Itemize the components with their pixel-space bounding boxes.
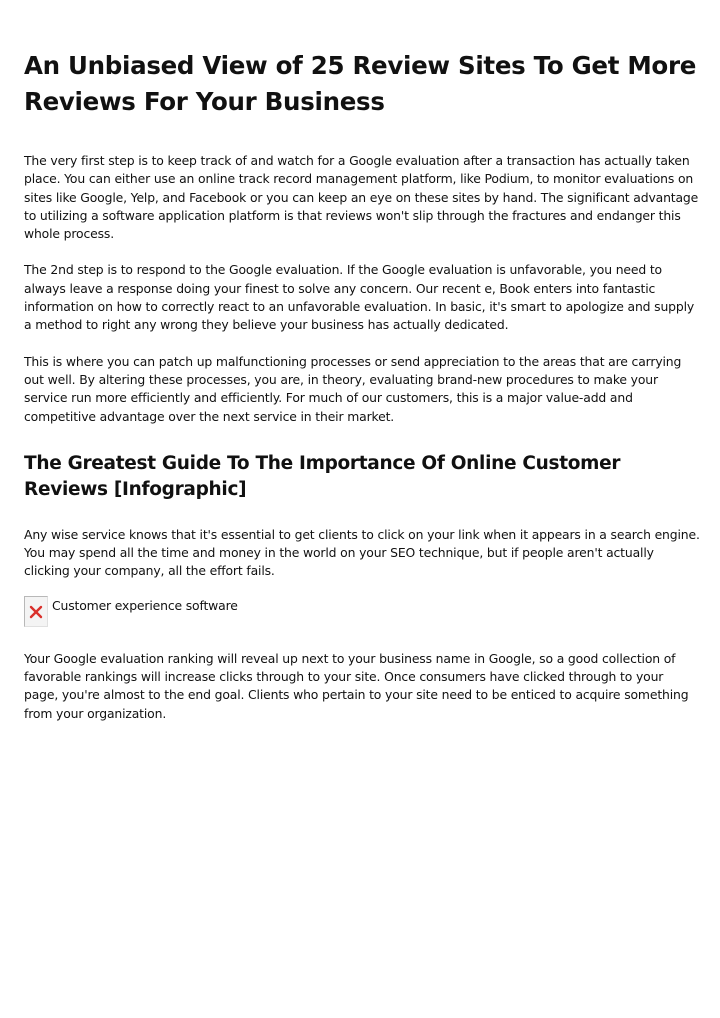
paragraph-3: This is where you can patch up malfunctioning processes or send appreciation to the areas that are carrying out well. By altering these processes, you are, in theory, evaluating brand-new procedures to make your service run more efficiently and efficiently. For much of our customers, this is a major value-add and competitive advantage over the next service in their market. [24, 353, 682, 424]
paragraph-2: The 2nd step is to respond to the Google evaluation. If the Google evaluation is unfavorable, you need to always leave a response doing your finest to solve any concern. Our recent e, Book enters into fantastic information on how to correctly react to an unfavorable evaluation. In basic, it's smart to apologize and supply a method to right any wrong they believe your business has actually dedicated. [24, 262, 695, 333]
image-alt-text: Customer experience software [52, 597, 238, 613]
paragraph-5: Your Google evaluation ranking will reveal up next to your business name in Google, so a good collection of favorable rankings will increase clicks through to your site. Once consumers have clicked through to your page, you're almost to the end goal. Clients who pertain to your site need to be enticed to acquire something from your organization. [24, 650, 689, 721]
article [24, 48, 700, 723]
paragraph-1: The very first step is to keep track of and watch for a Google evaluation after a transaction has actually taken place. You can either use an online track record management platform, like Podium, to monitor evaluations on sites like Google, Yelp, and Facebook or you can keep an eye on these sites by hand. The significant advantage to utilizing a software application platform is that reviews won't slip through the fractures and endanger this whole process. [24, 153, 699, 242]
broken-image-icon [24, 596, 48, 627]
paragraph-4: Any wise service knows that it's essential to get clients to click on your link when it appears in a search engine. You may spend all the time and money in the world on your SEO technique, but if people aren't actually clicking your company, all the effort fails. [24, 526, 700, 579]
article-image [24, 596, 700, 630]
section-heading: The Greatest Guide To The Importance Of Online Customer Reviews [Infographic] [24, 452, 621, 500]
page-title: An Unbiased View of 25 Review Sites To Get More Reviews For Your Business [24, 51, 697, 116]
